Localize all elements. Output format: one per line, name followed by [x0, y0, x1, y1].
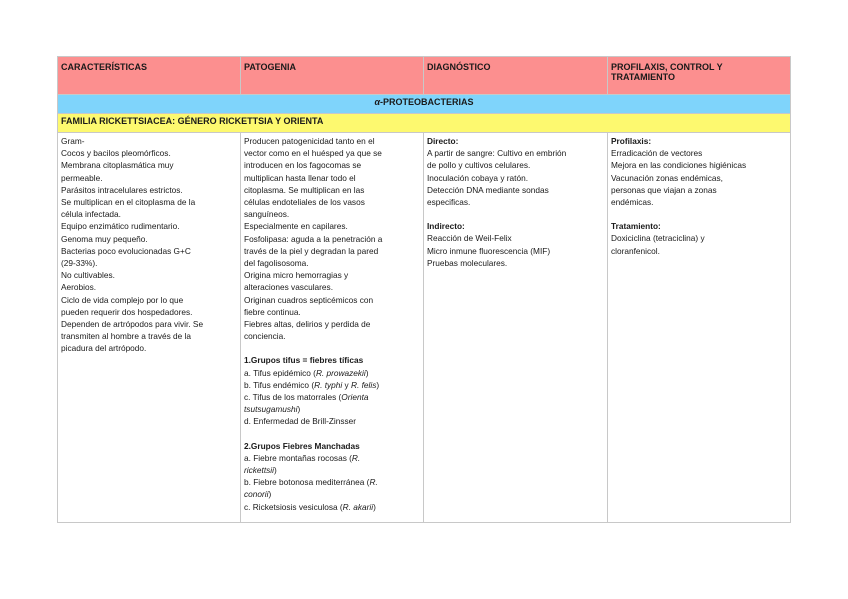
spacer [244, 428, 420, 440]
patogenia-line: células endoteliales de los vasos [244, 197, 365, 208]
patogenia-line: Origina micro hemorragias y [244, 270, 349, 281]
header-profilaxis-line2: TRATAMIENTO [611, 72, 675, 82]
group2-item-a: a. Fiebre montañas rocosas (R. [244, 452, 361, 463]
alpha-symbol: α [374, 97, 381, 107]
diagnostico-list [427, 135, 604, 269]
profilaxis-title: Profilaxis: [611, 136, 652, 146]
caracteristicas-line: picadura del artrópodo. [61, 343, 147, 354]
tratamiento-title: Tratamiento: [611, 221, 661, 232]
profilaxis-line: Erradicación de vectores [611, 148, 703, 159]
caracteristicas-line: Parásitos intracelulares estrictos. [61, 184, 183, 195]
patogenia-line: del fagolisosoma. [244, 258, 309, 269]
caracteristicas-line: transmiten al hombre a través de la [61, 331, 192, 342]
group2-item-c: c. Ricketsiosis vesiculosa (R. akarii) [244, 501, 376, 512]
patogenia-line: Producen patogenicidad tanto en el [244, 136, 375, 146]
header-caracteristicas: CARACTERÍSTICAS [58, 57, 241, 95]
caracteristicas-line: Gram- [61, 136, 85, 146]
caracteristicas-line: Bacterias poco evolucionadas G+C [61, 245, 191, 256]
profilaxis-line: Vacunación zonas endémicas, [611, 172, 723, 183]
patogenia-line: Especialmente en capilares. [244, 221, 348, 232]
patogenia-line: vector como en el huésped ya que se [244, 148, 382, 159]
diagnostico-cell [424, 133, 608, 523]
caracteristicas-line: Dependen de artrópodos para vivir. Se [61, 319, 204, 330]
directo-title: Directo: [427, 136, 459, 146]
class-band-row [58, 95, 791, 114]
indirecto-line: Micro inmune fluorescencia (MIF) [427, 245, 551, 256]
header-row [58, 57, 791, 95]
group2-item-a-cont: rickettsii) [244, 465, 277, 476]
indirecto-line: Reacción de Weil-Felix [427, 233, 512, 244]
patogenia-line: conciencia. [244, 331, 286, 342]
group1-item-b: b. Tifus endémico (R. typhi y R. felis) [244, 379, 380, 390]
patogenia-line: citoplasma. Se multiplican en las [244, 184, 365, 195]
patogenia-cell [241, 133, 424, 523]
class-band [58, 95, 791, 114]
caracteristicas-line: pueden requerir dos hospedadores. [61, 306, 193, 317]
patogenia-line: través de la piel y degradan la pared [244, 245, 379, 256]
caracteristicas-list [61, 135, 237, 355]
caracteristicas-line: Cocos y bacilos pleomórficos. [61, 148, 171, 159]
header-profilaxis [608, 57, 791, 95]
header-patogenia: PATOGENIA [241, 57, 424, 95]
profilaxis-line: endémicas. [611, 197, 654, 208]
directo-line: especificas. [427, 197, 471, 208]
caracteristicas-line: No cultivables. [61, 270, 115, 281]
directo-line: Detección DNA mediante sondas [427, 184, 549, 195]
family-label: FAMILIA RICKETTSIACEA: GÉNERO RICKETTSIA Y ORIENTA [58, 114, 791, 133]
patogenia-line: introducen en los fagocomas se [244, 160, 362, 171]
caracteristicas-line: Equipo enzimático rudimentario. [61, 221, 180, 232]
caracteristicas-line: (29-33%). [61, 258, 98, 269]
family-row [58, 114, 791, 133]
group1-item-d: d. Enfermedad de Brill-Zinsser [244, 416, 357, 427]
summary-table [57, 56, 791, 523]
header-diagnostico: DIAGNÓSTICO [424, 57, 608, 95]
spacer [244, 342, 420, 354]
group1-item-c: c. Tifus de los matorrales (Orienta [244, 392, 369, 403]
patogenia-line: Fosfolipasa: aguda a la penetración a [244, 233, 383, 244]
patogenia-line: sanguíneos. [244, 209, 290, 220]
profilaxis-line: Mejora en las condiciones higiénicas [611, 160, 747, 171]
header-profilaxis-line1: PROFILAXIS, CONTROL Y [611, 62, 723, 72]
spacer [427, 208, 604, 220]
spacer [611, 208, 787, 220]
tratamiento-line: Doxiciclina (tetraciclina) y [611, 233, 705, 244]
content-row [58, 133, 791, 523]
directo-line: de pollo y cultivos celulares. [427, 160, 531, 171]
patogenia-line: Originan cuadros septicémicos con [244, 294, 374, 305]
patogenia-line: fiebre continua. [244, 306, 301, 317]
caracteristicas-line: célula infectada. [61, 209, 121, 220]
tratamiento-line: cloranfenicol. [611, 245, 660, 256]
caracteristicas-line: Genoma muy pequeño. [61, 233, 148, 244]
group2-item-b-cont: conorii) [244, 489, 272, 500]
group1-item-c-cont: tsutsugamushi) [244, 404, 301, 415]
group1-title: 1.Grupos tifus = fiebres tíficas [244, 355, 364, 366]
caracteristicas-line: Membrana citoplasmática muy [61, 160, 174, 171]
class-band-label: -PROTEOBACTERIAS [380, 97, 474, 107]
indirecto-title: Indirecto: [427, 221, 465, 232]
directo-line: A partir de sangre: Cultivo en embrión [427, 148, 567, 159]
directo-line: Inoculación cobaya y ratón. [427, 172, 529, 183]
patogenia-list [244, 135, 420, 513]
caracteristicas-line: permeable. [61, 172, 103, 183]
caracteristicas-line: Ciclo de vida complejo por lo que [61, 294, 184, 305]
patogenia-line: multiplican hasta llenar todo el [244, 172, 356, 183]
indirecto-line: Pruebas moleculares. [427, 257, 508, 268]
caracteristicas-line: Aerobios. [61, 282, 97, 293]
group1-item-a: a. Tifus epidémico (R. prowazekii) [244, 367, 369, 378]
patogenia-line: alteraciones vasculares. [244, 282, 334, 293]
profilaxis-list [611, 135, 787, 257]
profilaxis-cell [608, 133, 791, 523]
caracteristicas-cell [58, 133, 241, 523]
profilaxis-line: personas que viajan a zonas [611, 184, 717, 195]
patogenia-line: Fiebres altas, delirios y perdida de [244, 319, 371, 330]
group2-title: 2.Grupos Fiebres Manchadas [244, 440, 360, 451]
caracteristicas-line: Se multiplican en el citoplasma de la [61, 197, 196, 208]
group2-item-b: b. Fiebre botonosa mediterránea (R. [244, 477, 378, 488]
